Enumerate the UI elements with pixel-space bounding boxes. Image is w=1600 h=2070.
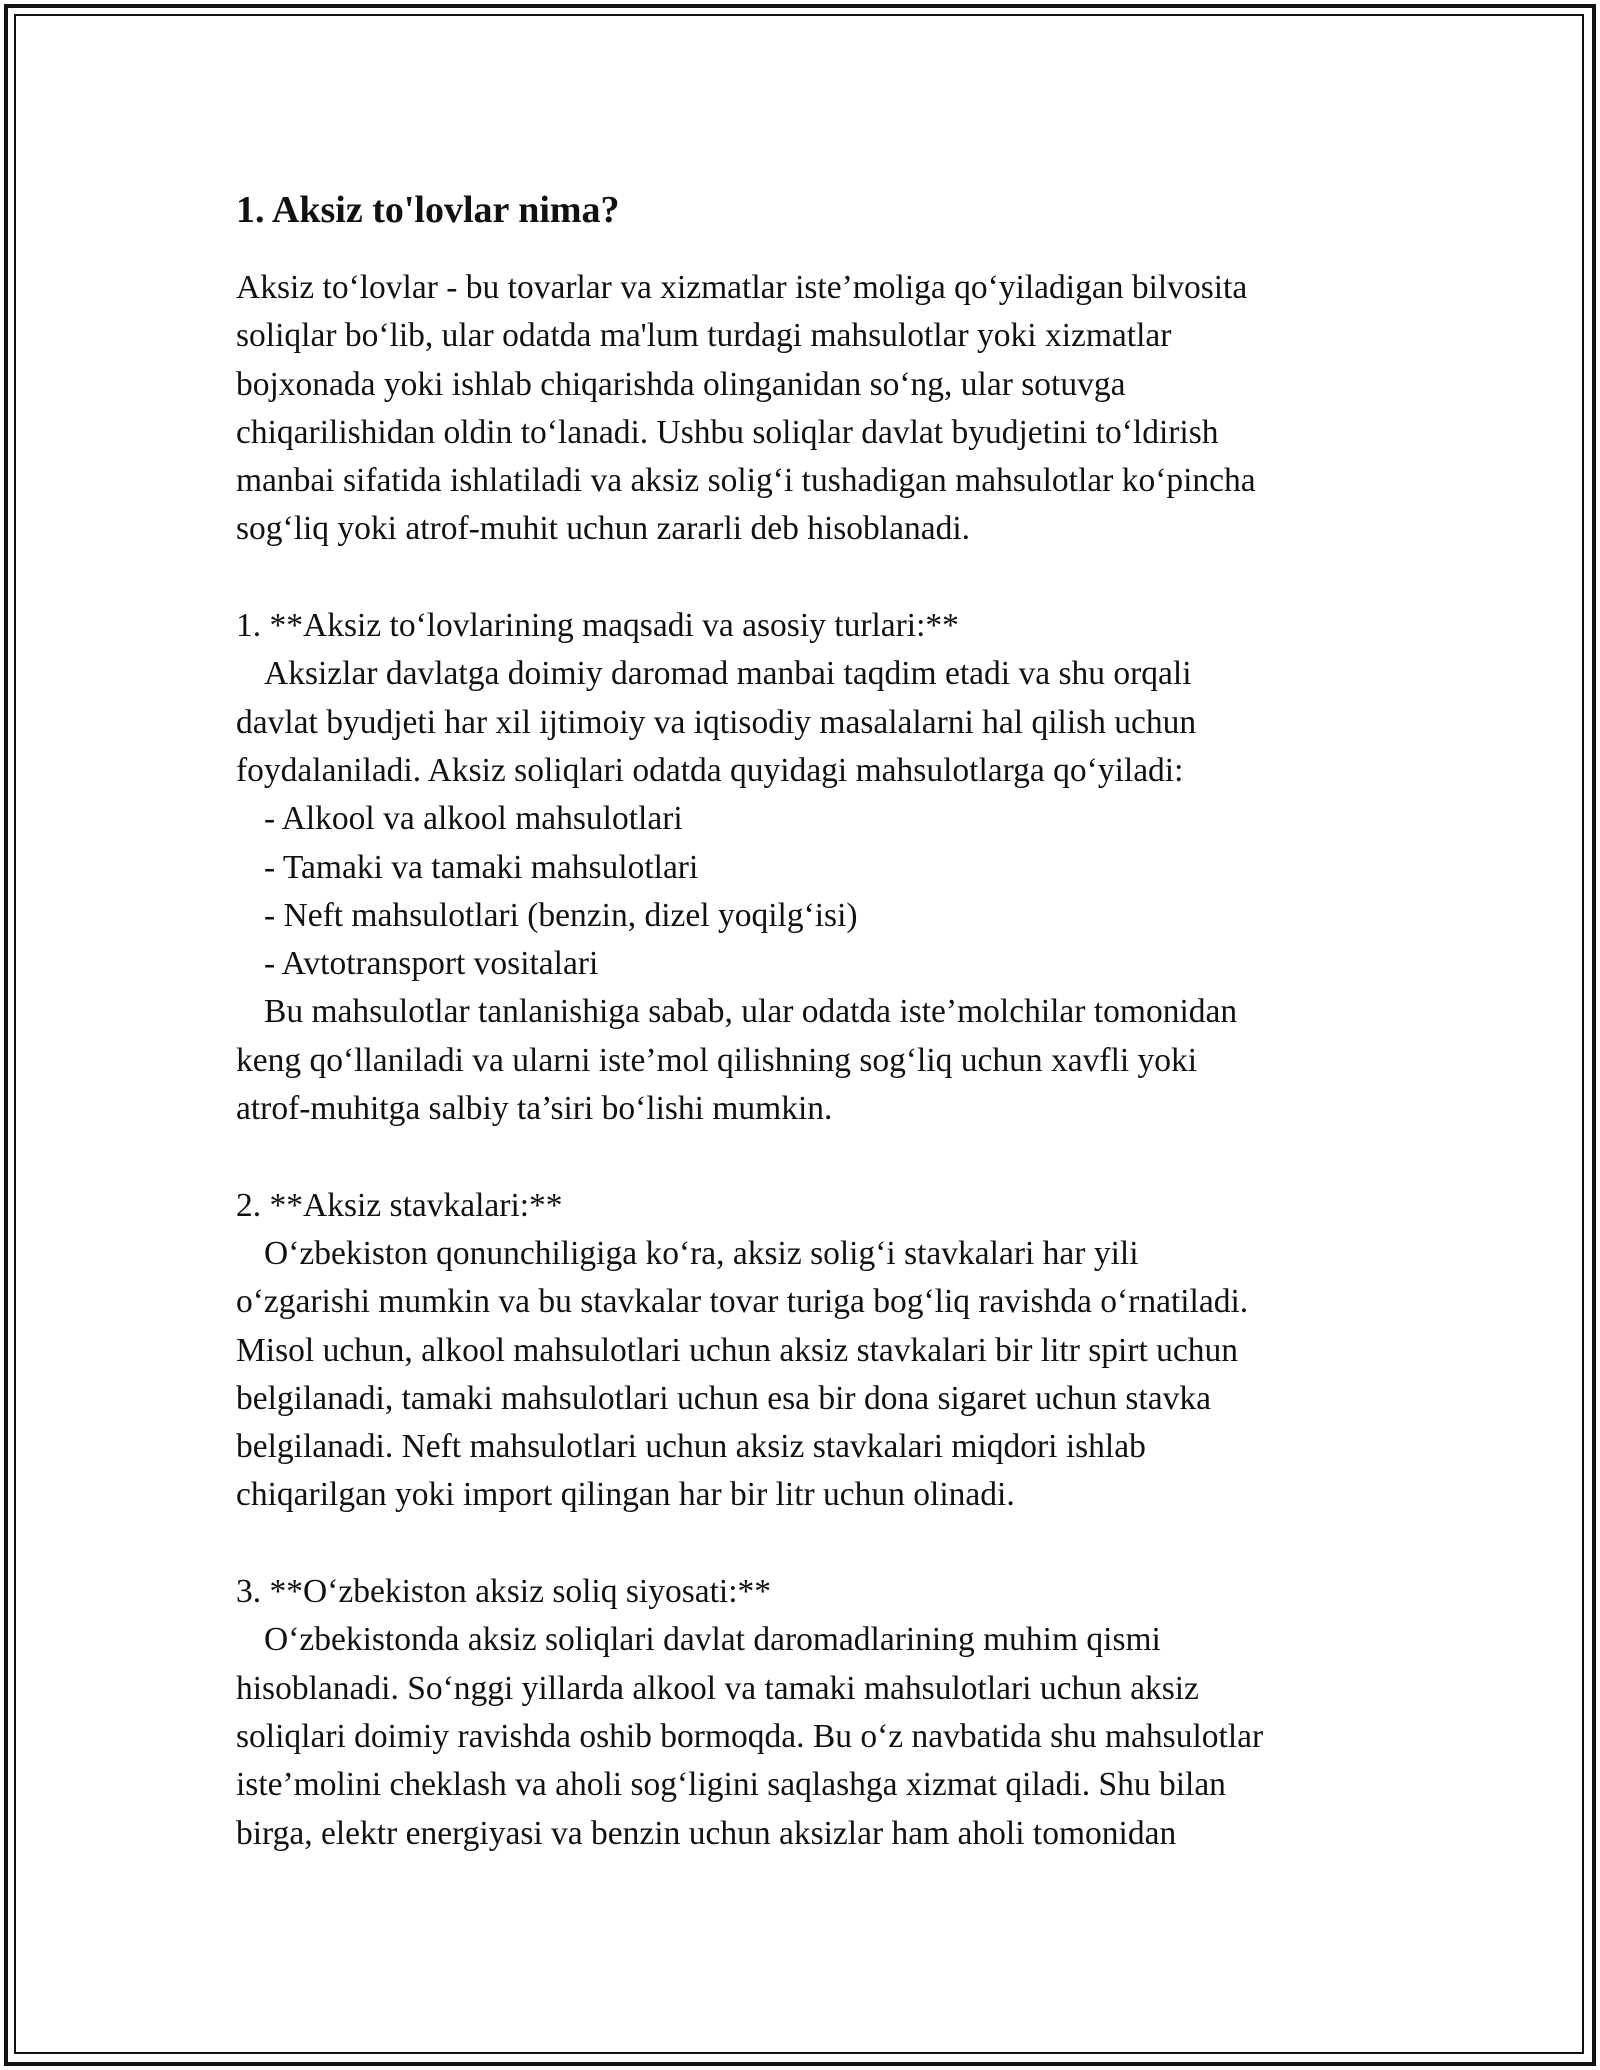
- text-line: soliqlar bo‘lib, ular odatda ma'lum turdagi mahsulotlar yoki xizmatlar: [236, 317, 1172, 355]
- blank-line: [236, 554, 1396, 602]
- list-item: - Neft mahsulotlari (benzin, dizel yoqilg‘isi): [264, 896, 858, 934]
- section-2: [236, 1182, 1396, 1520]
- text-line: Bu mahsulotlar tanlanishiga sabab, ular odatda iste’molchilar tomonidan: [264, 993, 1238, 1031]
- text-line: foydalaniladi. Aksiz soliqlari odatda quyidagi mahsulotlarga qo‘yiladi:: [236, 751, 1184, 789]
- text-line: hisoblanadi. So‘nggi yillarda alkool va tamaki mahsulotlari uchun aksiz: [236, 1669, 1199, 1707]
- text-line: soliqlari doimiy ravishda oshib bormoqda. Bu o‘z navbatida shu mahsulotlar: [236, 1717, 1264, 1755]
- list-item: - Avtotransport vositalari: [264, 945, 599, 983]
- blank-line: [236, 1520, 1396, 1568]
- list-item: - Tamaki va tamaki mahsulotlari: [264, 848, 699, 886]
- text-line: bojxonada yoki ishlab chiqarishda olinganidan so‘ng, ular sotuvga: [236, 365, 1126, 403]
- text-line: atrof-muhitga salbiy ta’siri bo‘lishi mumkin.: [236, 1090, 833, 1128]
- blank-line: [236, 1133, 1396, 1181]
- text-line: belgilanadi. Neft mahsulotlari uchun aksiz stavkalari miqdori ishlab: [236, 1428, 1146, 1466]
- section-1: [236, 602, 1396, 1133]
- text-line: manbai sifatida ishlatiladi va aksiz solig‘i tushadigan mahsulotlar ko‘pincha: [236, 462, 1256, 500]
- text-line: o‘zgarishi mumkin va bu stavkalar tovar turiga bog‘liq ravishda o‘rnatiladi.: [236, 1283, 1249, 1321]
- text-line: belgilanadi, tamaki mahsulotlari uchun esa bir dona sigaret uchun stavka: [236, 1379, 1211, 1417]
- section-3: [236, 1568, 1396, 1858]
- page-title: 1. Aksiz to'lovlar nima?: [236, 189, 620, 231]
- section-2-title: 2. **Aksiz stavkalari:**: [236, 1186, 563, 1224]
- text-line: davlat byudjeti har xil ijtimoiy va iqtisodiy masalalarni hal qilish uchun: [236, 703, 1197, 741]
- text-line: Aksizlar davlatga doimiy daromad manbai taqdim etadi va shu orqali: [264, 655, 1192, 693]
- text-line: sog‘liq yoki atrof-muhit uchun zararli deb hisoblanadi.: [236, 510, 971, 548]
- intro-paragraph: [236, 264, 1396, 554]
- section-3-title: 3. **O‘zbekiston aksiz soliq siyosati:**: [236, 1573, 772, 1611]
- text-line: chiqarilgan yoki import qilingan har bir litr uchun olinadi.: [236, 1476, 1015, 1514]
- section-1-title: 1. **Aksiz to‘lovlarining maqsadi va asosiy turlari:**: [236, 607, 959, 645]
- text-line: Aksiz to‘lovlar - bu tovarlar va xizmatlar iste’moliga qo‘yiladigan bilvosita: [236, 269, 1248, 306]
- text-line: O‘zbekistonda aksiz soliqlari davlat daromadlarining muhim qismi: [264, 1621, 1161, 1659]
- list-item: - Alkool va alkool mahsulotlari: [264, 800, 683, 838]
- text-line: keng qo‘llaniladi va ularni iste’mol qilishning sog‘liq uchun xavfli yoki: [236, 1041, 1198, 1079]
- document-body: [236, 186, 1396, 1858]
- text-line: iste’molini cheklash va aholi sog‘ligini saqlashga xizmat qiladi. Shu bilan: [236, 1766, 1226, 1804]
- text-line: chiqarilishidan oldin to‘lanadi. Ushbu soliqlar davlat byudjetini to‘ldirish: [236, 413, 1219, 451]
- text-line: Misol uchun, alkool mahsulotlari uchun aksiz stavkalari bir litr spirt uchun: [236, 1331, 1239, 1369]
- text-line: O‘zbekiston qonunchiligiga ko‘ra, aksiz solig‘i stavkalari har yili: [264, 1234, 1139, 1272]
- text-line: birga, elektr energiyasi va benzin uchun aksizlar ham aholi tomonidan: [236, 1814, 1177, 1852]
